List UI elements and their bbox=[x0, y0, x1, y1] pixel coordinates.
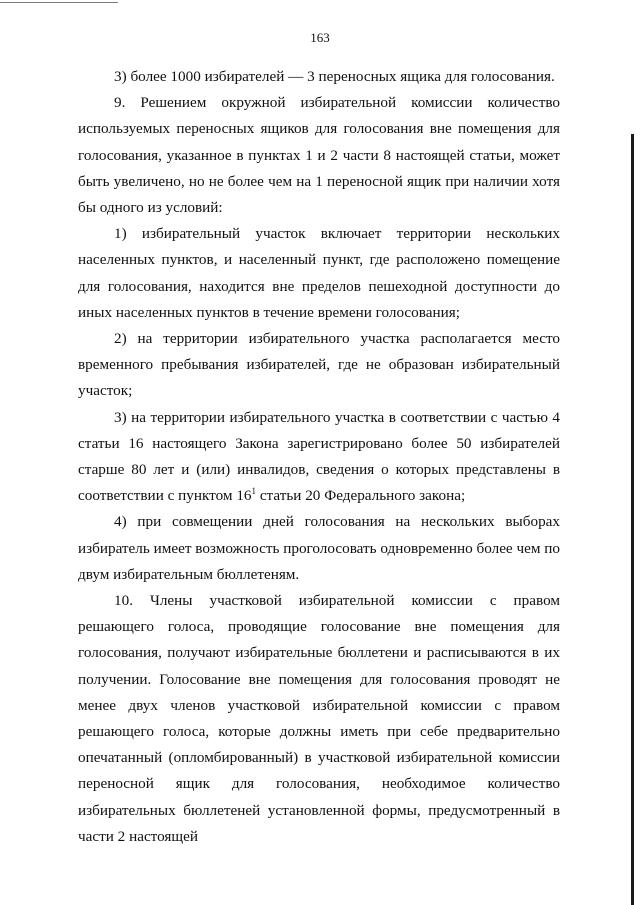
condition-3-text: 3) на территории избирательного участка в соответствии с частью 4 статьи 16 настоящего Закона зарегистрировано более 50 избирателей старше 80 лет и (или) инвалидов, сведения о которых представлены в соответствии с пунктом 16 bbox=[78, 408, 560, 505]
scan-edge-line-top bbox=[0, 2, 118, 3]
paragraph-part-9: 9. Решением окружной избирательной комиссии количество используемых переносных ящиков для голосования вне помещения для голосования, указанное в пунктах 1 и 2 части 8 настоящей статьи, может быть увеличено, но не более чем на 1 переносной ящик при наличии хотя бы одного из условий: bbox=[78, 94, 560, 217]
paragraph-condition-3 bbox=[78, 405, 560, 510]
paragraph-condition-1: 1) избирательный участок включает территории нескольких населенных пунктов, и населенный пункт, где расположено помещение для голосования, находится вне пределов пешеходной доступности до иных населенных пунктов в течение времени голосования; bbox=[78, 225, 560, 321]
superscript-1: 1 bbox=[251, 486, 257, 497]
document-body bbox=[78, 64, 560, 850]
paragraph-condition-2: 2) на территории избирательного участка располагается место временного пребывания избирателей, где не образован избирательный участок; bbox=[78, 330, 560, 400]
paragraph-condition-4: 4) при совмещении дней голосования на нескольких выборах избиратель имеет возможность проголосовать одновременно более чем по двум избирательным бюллетеням. bbox=[78, 513, 560, 583]
paragraph-part-10: 10. Члены участковой избирательной комиссии с правом решающего голоса, проводящие голосование вне помещения для голосования, получают избирательные бюллетени и расписываются в их получении. Голосование вне помещения для голосования проводят не менее двух членов участковой избирательной комиссии с правом решающего голоса, которые должны иметь при себе предварительно опечатанный (опломбированный) в участковой избирательной комиссии переносной ящик для голосования, необходимое количество избирательных бюллетеней установленной формы, предусмотренный в части 2 настоящей bbox=[78, 592, 560, 845]
paragraph-item-3-over-1000: 3) более 1000 избирателей — 3 переносных ящика для голосования. bbox=[114, 68, 555, 85]
scan-edge-line-right bbox=[631, 134, 634, 905]
condition-3-text-end: статьи 20 Федерального закона; bbox=[256, 487, 466, 505]
page-number: 163 bbox=[310, 30, 330, 45]
